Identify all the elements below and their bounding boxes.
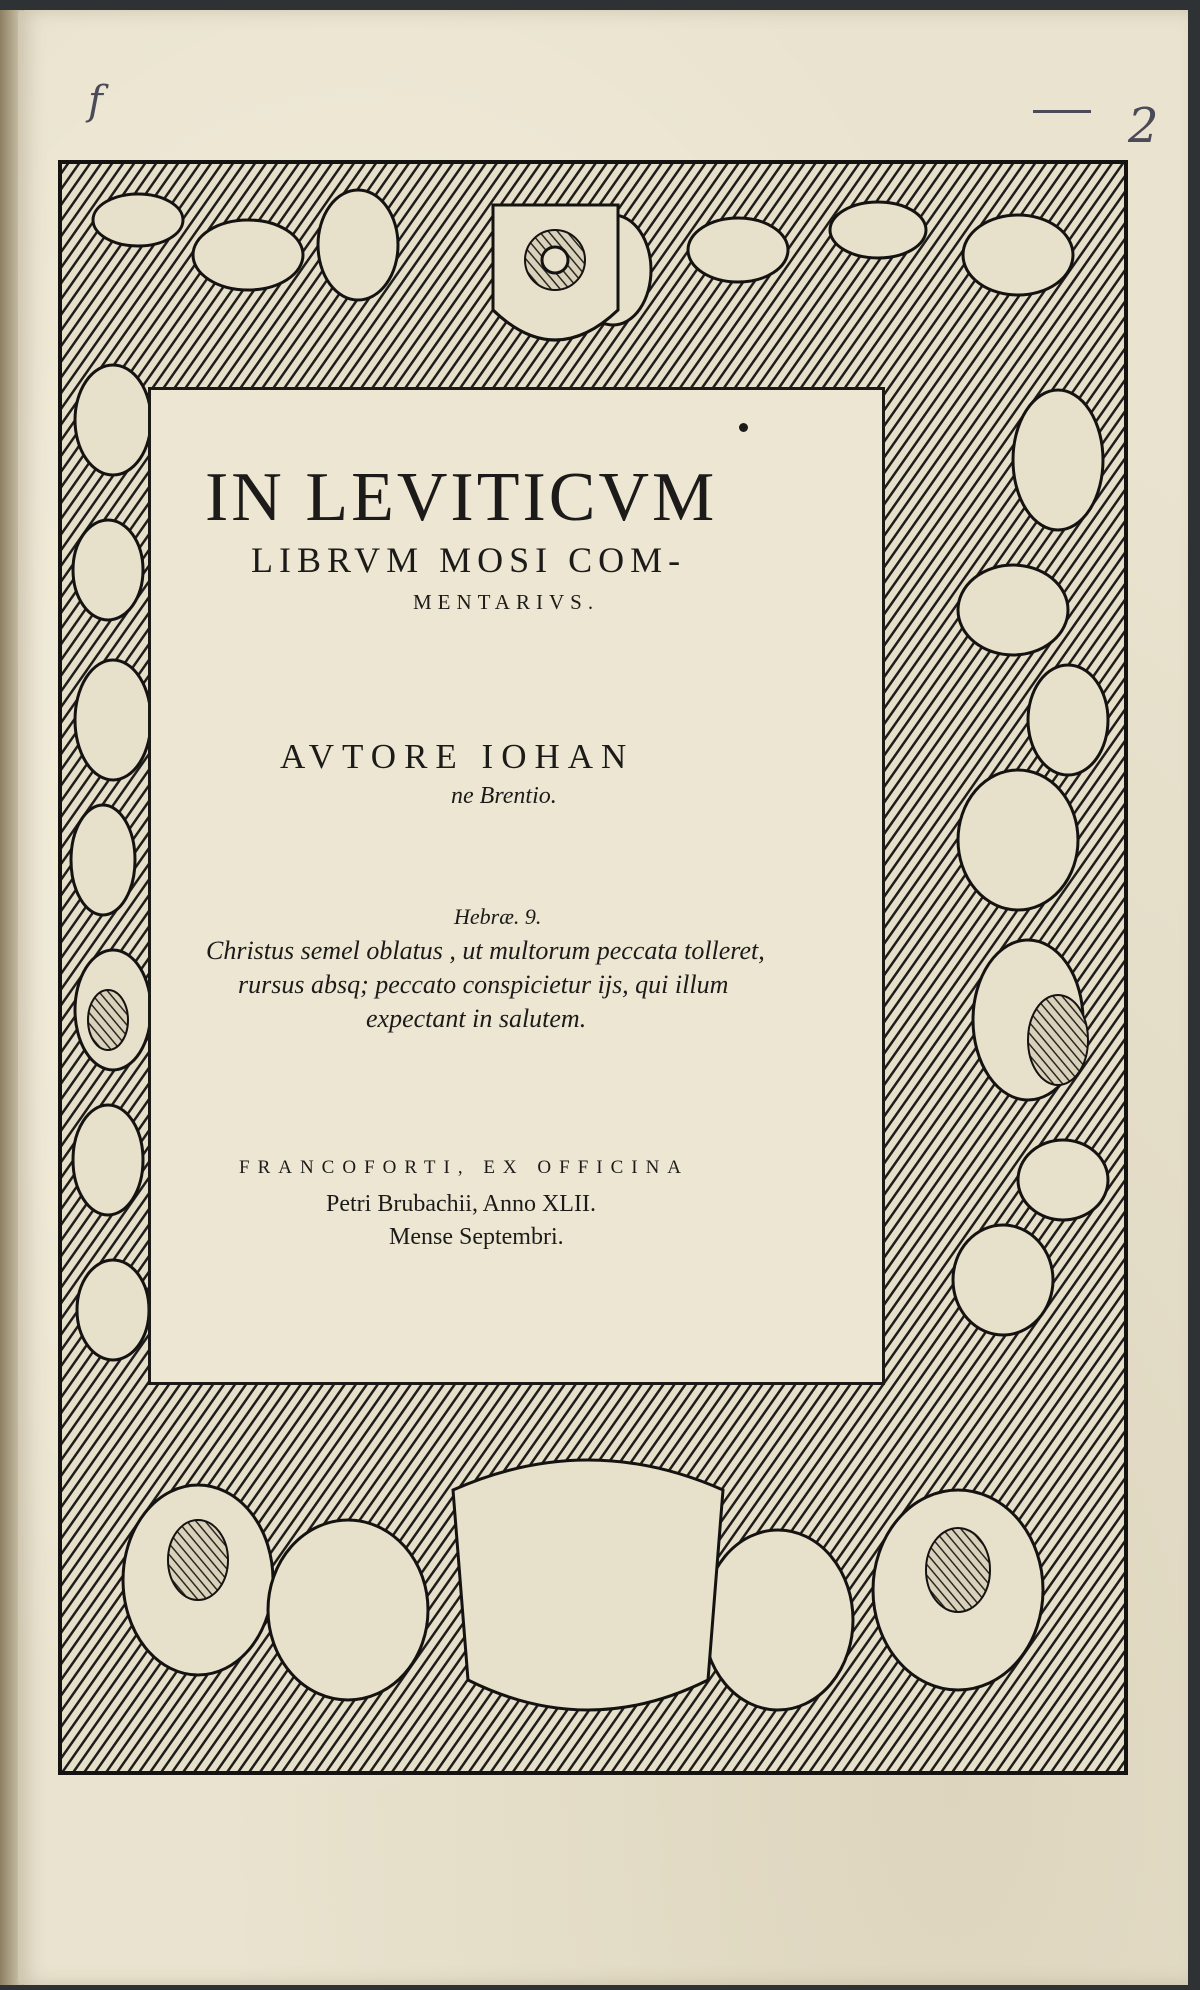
title-panel xyxy=(148,387,885,1385)
imprint-line-3: Mense Septembri. xyxy=(389,1224,564,1250)
scripture-citation: Hebræ. 9. xyxy=(454,904,542,929)
imprint-line-2: Petri Brubachii, Anno XLII. xyxy=(326,1191,596,1217)
ornament-dot xyxy=(739,423,748,432)
quote-line-3: expectant in salutem. xyxy=(366,1004,587,1033)
quote-line-2: rursus absq; peccato conspicietur ijs, qui illum xyxy=(238,970,729,999)
title-line-2: LIBRVM MOSI COM- xyxy=(251,540,687,580)
title-line-3: MENTARIVS. xyxy=(413,590,600,614)
author-line-1: AVTORE IOHAN xyxy=(280,737,635,776)
author-line-2: ne Brentio. xyxy=(451,783,557,809)
corner-mark-right: 2 xyxy=(1128,98,1159,154)
book-page xyxy=(18,10,1188,1985)
imprint-line-1: FRANCOFORTI, EX OFFICINA xyxy=(239,1157,690,1178)
quote-line-1: Christus semel oblatus , ut multorum peccata tolleret, xyxy=(206,936,765,965)
title-line-1: IN LEVITICVM xyxy=(205,459,718,536)
corner-mark-left: f xyxy=(88,78,103,124)
dash-mark xyxy=(1033,110,1091,113)
rose-emblem-icon xyxy=(542,247,568,273)
